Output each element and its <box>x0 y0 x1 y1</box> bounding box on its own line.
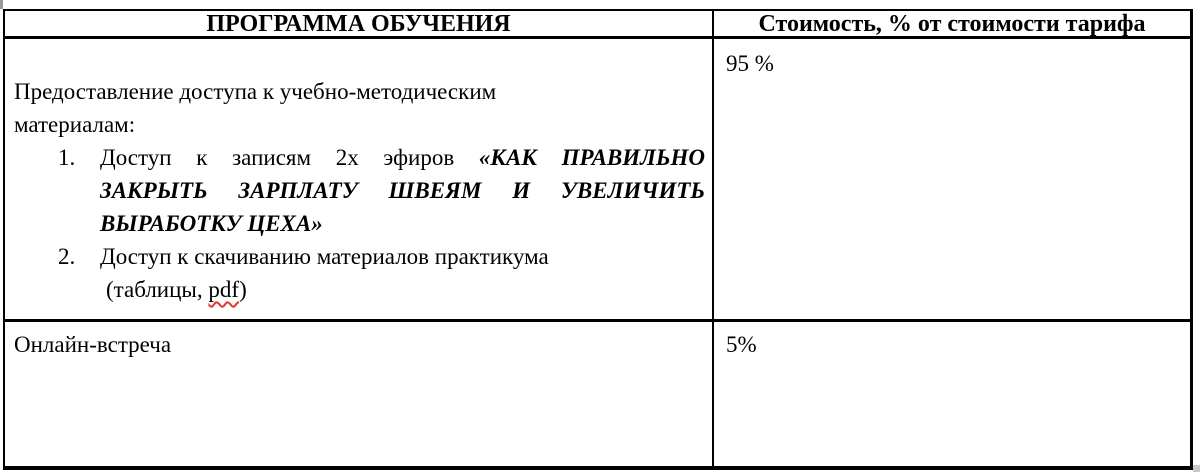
list-item-2-line2-suffix: ) <box>239 277 247 302</box>
list-item-2-line2-prefix: (таблицы, <box>106 277 209 302</box>
row2-program-text: Онлайн-встреча <box>14 332 172 357</box>
header-cell-cost <box>714 11 1190 39</box>
row1-cost-cell <box>714 39 1190 322</box>
row1-cost-value: 95 % <box>726 51 774 76</box>
header-cost-label: Стоимость, % от стоимости тарифа <box>758 11 1146 37</box>
row2-cost-value: 5% <box>726 332 757 357</box>
training-program-table <box>3 9 1193 470</box>
spellcheck-flagged-word: pdf <box>208 277 240 302</box>
list-item-1-line1 <box>100 141 705 174</box>
list-item-2-line1: Доступ к скачиванию материалов практикума <box>100 244 549 269</box>
list-item-1-line1-quote: «КАК ПРАВИЛЬНО <box>478 145 705 170</box>
cropped-edge-artifact <box>0 0 3 9</box>
list-item-1-line2: ЗАКРЫТЬ ЗАРПЛАТУ ШВЕЯМ И УВЕЛИЧИТЬ <box>100 178 705 203</box>
row1-program-cell <box>5 39 714 322</box>
table-resize-handle-artifact <box>1193 465 1200 472</box>
list-item-2-number: 2. <box>58 244 76 269</box>
header-cell-program <box>5 11 714 39</box>
list-item-2-line2 <box>100 273 705 306</box>
list-item-1-line3: ВЫРАБОТКУ ЦЕХА» <box>100 211 323 236</box>
row1-intro-line1: Предоставление доступа к учебно-методическим <box>14 79 497 104</box>
list-item-1-line1-regular: Доступ к записям 2х эфиров <box>100 145 479 170</box>
header-program-label: ПРОГРАММА ОБУЧЕНИЯ <box>206 11 511 37</box>
row1-intro-line2: материалам: <box>14 112 136 137</box>
list-item-2 <box>58 240 705 306</box>
row2-program-cell <box>5 322 714 466</box>
row1-numbered-list <box>14 141 705 306</box>
list-item-1-number: 1. <box>58 145 76 170</box>
list-item-1 <box>58 141 705 240</box>
row2-cost-cell <box>714 322 1190 466</box>
